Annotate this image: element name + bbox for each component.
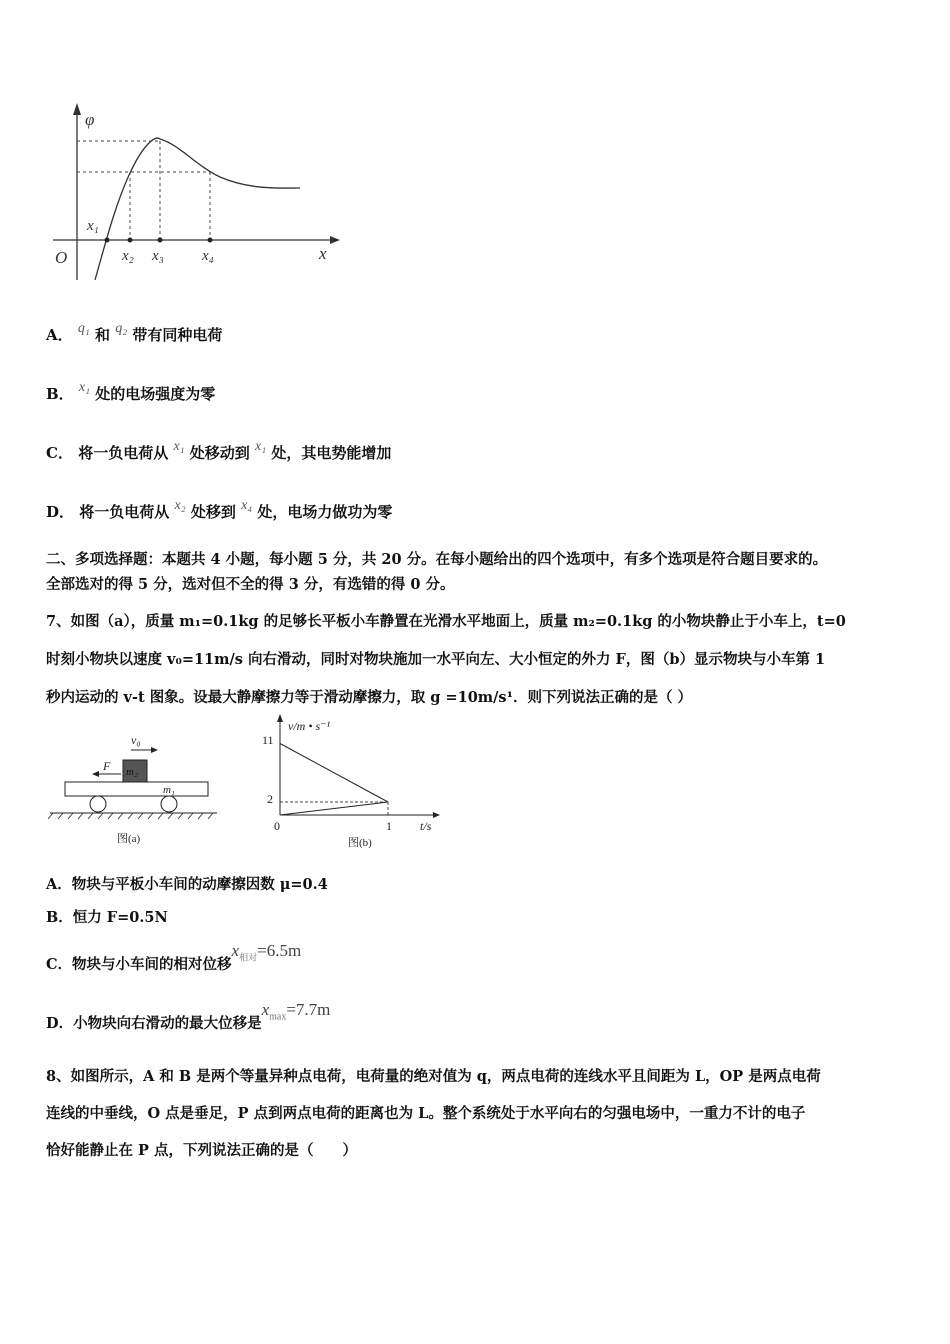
figure-a — [45, 732, 225, 850]
q7-option-d[interactable]: D．小物块向右滑动的最大位移是$x_{max}=7.7m$ — [46, 1000, 331, 1032]
vt-y-label: v/m • s⁻¹ — [288, 719, 331, 733]
q8-stem: 8、如图所示，A 和 B 是两个等量异种点电荷，电荷量的绝对值为 q，两点电荷的连线水平且间距为 L，OP 是两点电荷 连线的中垂线，O 点是垂足，P 点到两点电荷的距离也为 L。整个系统处于水平向右的匀强电场中，一重力不计的电子 恰好能静止在 P 点，下列说法正确的是（ ） — [46, 1068, 821, 1159]
x4-label: x₄ — [202, 248, 214, 264]
x3-label: x₃ — [152, 248, 164, 264]
q7-option-c[interactable]: C．物块与小车间的相对位移$x_{相对}=6.5m$ — [46, 941, 302, 973]
x-axis-label: x — [319, 244, 327, 263]
vt-y-tick-2: 2 — [267, 792, 273, 806]
q6-option-b[interactable]: B． x₁ 处的电场强度为零 — [46, 380, 216, 403]
vt-series-1 — [280, 744, 388, 803]
q6-option-c[interactable]: C． 将一负电荷从 x₁ 处移动到 x₁ 处，其电势能增加 — [46, 439, 392, 462]
vt-x-label: t/s — [420, 819, 432, 833]
q7-option-b[interactable]: B．恒力 F=0.5N — [46, 909, 168, 926]
q1-symbol: q₁ — [77, 321, 90, 336]
svg-text:m₂: m₂ — [126, 766, 138, 778]
force-label: F — [103, 759, 111, 773]
q7-option-a[interactable]: A．物块与平板小车间的动摩擦因数 μ=0.4 — [46, 876, 328, 893]
origin-label: O — [55, 248, 68, 267]
figure-b-caption: 图(b) — [348, 837, 372, 849]
figure-b — [250, 710, 450, 850]
v0-label: v₀ — [131, 733, 141, 747]
cart-m1 — [65, 782, 208, 796]
figure-a-caption: 图(a) — [117, 833, 141, 845]
x1-label: x₁ — [87, 218, 99, 234]
potential-graph — [45, 95, 345, 280]
q2-symbol: q₂ — [115, 321, 128, 336]
q7-stem: 7、如图（a），质量 m₁=0.1kg 的足够长平板小车静置在光滑水平地面上，质量 m₂=0.1kg 的小物块静止于小车上，t=0 时刻小物块以速度 v₀=11m/s 向右滑动，同时对物块施加一水平向左、大小恒定的外力 F，图（b）显示物块与小车第 1 秒内运动的 v-t 图象。设最大静摩擦力等于滑动摩擦力，取 g =10m/s¹．则下列说法正确的是（ ） — [46, 613, 846, 706]
x2-label: x₂ — [122, 248, 134, 264]
vt-y-tick-11: 11 — [262, 733, 274, 747]
section2-header: 二、多项选择题：本题共 4 小题，每小题 5 分，共 20 分。在每小题给出的四个选项中，有多个选项是符合题目要求的。 全部选对的得 5 分，选对但不全的得 3 分，有选错的得 0 分。 — [46, 551, 828, 593]
phi-label: φ — [85, 110, 95, 129]
svg-text:m₁: m₁ — [163, 784, 175, 796]
vt-series-2 — [280, 802, 388, 815]
vt-x-tick-1: 1 — [386, 819, 392, 833]
q6-option-d[interactable]: D． 将一负电荷从 x₂ 处移到 x₄ 处，电场力做功为零 — [46, 498, 393, 521]
vt-origin: 0 — [274, 819, 280, 833]
q6-option-a[interactable]: A． q₁ 和 q₂ 带有同种电荷 — [46, 321, 223, 344]
